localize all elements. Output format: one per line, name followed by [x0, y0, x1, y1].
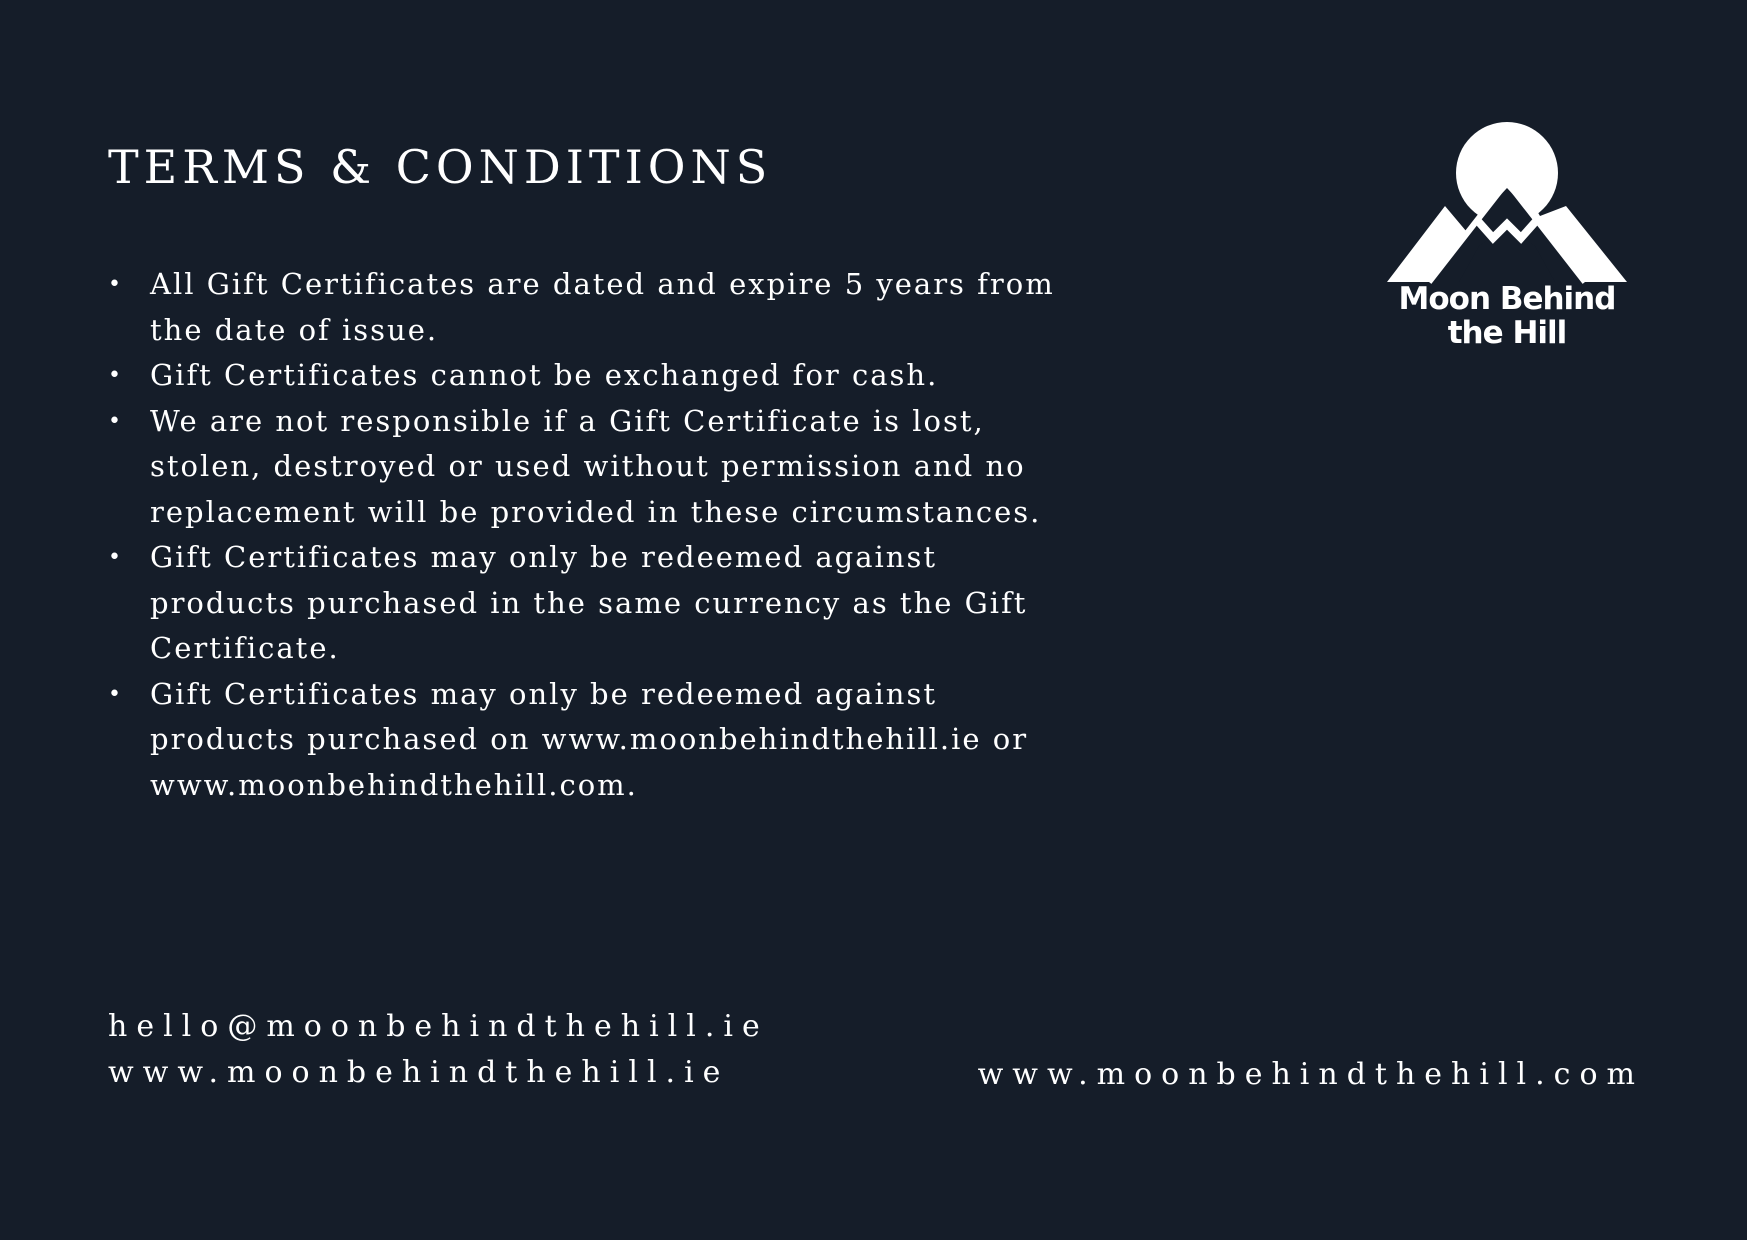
- list-item: [108, 672, 1088, 809]
- term-text: We are not responsible if a Gift Certificate is lost, stolen, destroyed or used without permission and no replacement will be provided in these circumstances.: [150, 403, 1042, 529]
- bullet: •: [108, 681, 123, 707]
- bullet: •: [108, 272, 123, 297]
- page-title: TERMS & CONDITIONS: [108, 140, 773, 194]
- logo: [1382, 120, 1632, 360]
- list-item: [108, 535, 1088, 672]
- website-ie-link[interactable]: www.moonbehindthehill.ie: [108, 1055, 730, 1090]
- contact-block: [108, 1004, 769, 1096]
- email-link[interactable]: hello@moonbehindthehill.ie: [108, 1009, 769, 1044]
- moon-mountain-icon: [1387, 120, 1627, 285]
- list-item: [108, 353, 1088, 399]
- bullet: •: [108, 363, 123, 388]
- logo-line-1: Moon Behind: [1398, 281, 1616, 317]
- bullet: •: [108, 408, 123, 434]
- website-com-link[interactable]: www.moonbehindthehill.com: [977, 1057, 1644, 1092]
- term-text: Gift Certificates may only be redeemed against products purchased on www.moonbehindthehill.ie or www.moonbehindthehill.com.: [150, 676, 1029, 802]
- logo-text: [1382, 282, 1632, 350]
- terms-list: [108, 262, 1088, 808]
- term-text: Gift Certificates cannot be exchanged for cash.: [150, 358, 939, 392]
- logo-line-2: the Hill: [1447, 315, 1567, 351]
- list-item: [108, 262, 1088, 353]
- list-item: [108, 399, 1088, 536]
- term-text: All Gift Certificates are dated and expire 5 years from the date of issue.: [150, 267, 1055, 347]
- bullet: •: [108, 545, 123, 570]
- term-text: Gift Certificates may only be redeemed against products purchased in the same currency as the Gift Certificate.: [150, 540, 1028, 665]
